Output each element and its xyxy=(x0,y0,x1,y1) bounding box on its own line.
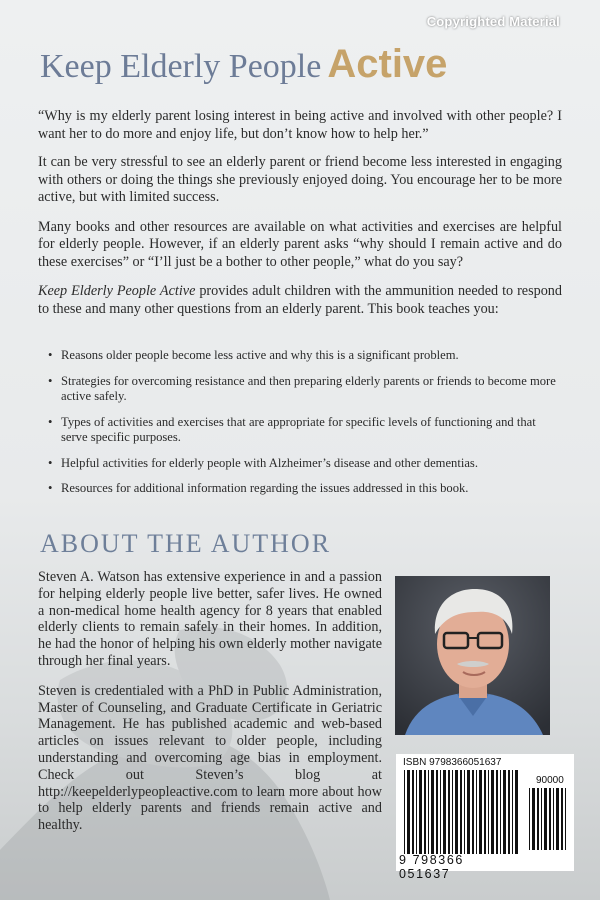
list-item xyxy=(48,374,564,405)
bio-paragraph-1: Steven A. Watson has extensive experience in and a passion for helping elderly people live better, safer lives. He owned a non-medical home health agency for 8 years that enabled elderly clients to remain safely in their homes. In addition, he had the honor of helping his own elderly mother navigate through her final years. xyxy=(38,569,382,669)
list-item xyxy=(48,415,564,446)
author-photo xyxy=(395,576,550,735)
barcode-bar xyxy=(479,770,482,854)
list-item-text: Helpful activities for elderly people with Alzheimer’s disease and other dementias. xyxy=(61,455,478,470)
barcode-bar xyxy=(565,788,566,850)
barcode-bar xyxy=(436,770,438,854)
copyrighted-material-watermark: Copyrighted Material xyxy=(426,14,560,29)
title-part-2: Active xyxy=(327,42,448,86)
list-item-text: Resources for additional information regarding the issues addressed in this book. xyxy=(61,481,469,495)
bullet-icon: • xyxy=(48,481,53,495)
barcode-bar xyxy=(484,770,486,854)
barcode-bar xyxy=(455,770,458,854)
barcode-bar xyxy=(460,770,462,854)
intro-quote: “Why is my elderly parent losing interest in being active and involved with other people? I want her to do more and enjoy life, but don’t know how to help her.” xyxy=(38,108,562,142)
price-code: 90000 xyxy=(536,775,564,786)
author-portrait-image xyxy=(395,576,550,735)
book-title xyxy=(40,44,564,84)
barcode-bar xyxy=(515,770,518,854)
intro-paragraph-3 xyxy=(38,283,562,318)
barcode-bar xyxy=(428,770,429,854)
barcode-bar xyxy=(544,788,547,850)
list-item-text: Strategies for overcoming resistance and then preparing elderly parents or friends to become more active safely. xyxy=(61,373,556,403)
barcode-bar xyxy=(503,770,506,854)
barcode-bar xyxy=(553,788,554,850)
barcode-bar xyxy=(452,770,453,854)
barcode-bar xyxy=(419,770,422,854)
author-bio xyxy=(38,569,382,847)
intro-paragraph-1: It can be very stressful to see an elderly parent or friend become less interested in engaging with others or doing the things she previously enjoyed doing. You encourage her to be more active, but with limited success. xyxy=(38,154,562,205)
barcode-main-bars xyxy=(404,770,522,854)
bullet-icon: • xyxy=(48,348,53,362)
intro-paragraph-3-text: provides adult children with the ammunition needed to respond to these and many other questions from an elderly parent. This book teaches you: xyxy=(38,283,562,317)
barcode-bar xyxy=(537,788,539,850)
about-author-heading: ABOUT THE AUTHOR xyxy=(40,529,332,558)
barcode-bar xyxy=(561,788,563,850)
isbn-barcode xyxy=(396,754,574,881)
barcode-bar xyxy=(440,770,441,854)
barcode-bar xyxy=(532,788,535,850)
barcode-bar xyxy=(424,770,426,854)
isbn-label: ISBN 9798366051637 xyxy=(403,757,502,768)
barcode-bar xyxy=(556,788,559,850)
title-part-1: Keep Elderly People xyxy=(40,48,322,85)
bullet-icon: • xyxy=(48,455,53,470)
barcode-bar xyxy=(512,770,513,854)
barcode-bar xyxy=(488,770,489,854)
barcode-bar xyxy=(443,770,446,854)
list-item xyxy=(48,481,564,497)
teaching-points-list xyxy=(48,348,564,507)
list-item xyxy=(48,456,564,472)
list-item-text: Reasons older people become less active and why this is a significant problem. xyxy=(61,348,459,362)
barcode-bar xyxy=(476,770,477,854)
bio-paragraph-2: Steven is credentialed with a PhD in Public Administration, Master of Counseling, and Graduate Certificate in Geriatric Management. He has published academic and web-based articles on issues relevant to older people, including understanding and overcoming age bias in employment. Check out Steven’s blog at http://keepelderlypeopleactive.com to learn more about how to help elderly parents and friends remain active and healthy. xyxy=(38,682,382,834)
barcode-bar xyxy=(416,770,417,854)
barcode-bar xyxy=(549,788,551,850)
barcode-addon-bars xyxy=(529,788,569,866)
barcode-bar xyxy=(412,770,414,854)
barcode-bar xyxy=(496,770,498,854)
barcode-bar xyxy=(529,788,530,850)
barcode-bar xyxy=(508,770,510,854)
ean-digits: 9 798366 051637 xyxy=(399,853,464,881)
barcode-bar xyxy=(448,770,450,854)
barcode-bar xyxy=(404,770,405,854)
bullet-icon: • xyxy=(48,373,53,388)
list-item xyxy=(48,348,564,364)
barcode-bar xyxy=(407,770,410,854)
intro-paragraph-2: Many books and other resources are available on what activities and exercises are helpful for elderly people. However, if an elderly parent asks “why should I remain active and do these exercises” or “I’ll just be a bother to other people,” what do you say? xyxy=(38,218,562,270)
barcode-bar xyxy=(500,770,501,854)
barcode-bar xyxy=(467,770,470,854)
barcode-bar xyxy=(541,788,542,850)
barcode-bar xyxy=(491,770,494,854)
intro-section xyxy=(38,108,562,330)
list-item-text: Types of activities and exercises that are appropriate for specific levels of functioning and that serve specific purposes. xyxy=(61,414,536,444)
book-title-italic: Keep Elderly People Active xyxy=(38,283,196,299)
barcode-bar xyxy=(472,770,474,854)
bullet-icon: • xyxy=(48,414,53,429)
barcode-bar xyxy=(431,770,434,854)
barcode-bar xyxy=(464,770,465,854)
